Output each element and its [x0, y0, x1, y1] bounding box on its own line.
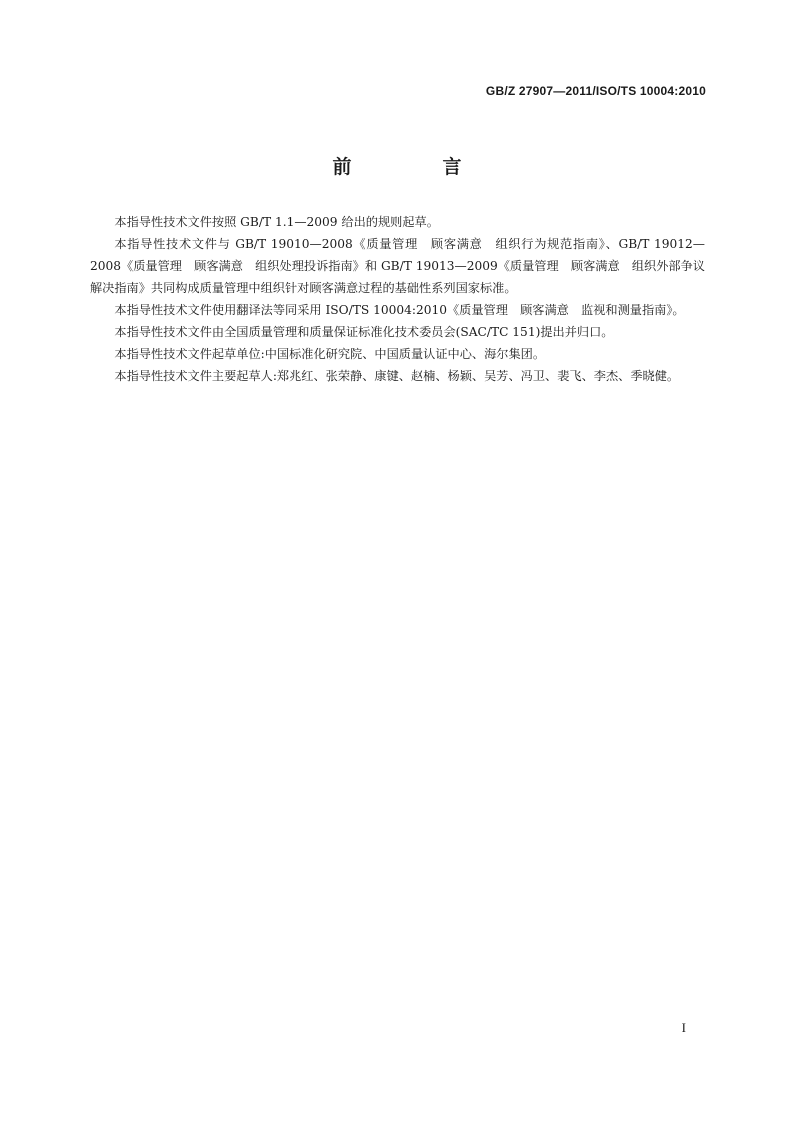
foreword-body [90, 211, 705, 387]
paragraph-drafting-rules: 本指导性技术文件按照 GB/T 1.1—2009 给出的规则起草。 [114, 215, 439, 229]
page-number: I [681, 1020, 686, 1035]
paragraph-drafters: 本指导性技术文件主要起草人:郑兆红、张荣静、康键、赵楠、杨颖、吴芳、冯卫、裴飞、李杰、季晓健。 [114, 369, 680, 383]
paragraph-committee: 本指导性技术文件由全国质量管理和质量保证标准化技术委员会(SAC/TC 151)提出并归口。 [114, 325, 614, 339]
paragraph-related-standards: 本指导性技术文件与 GB/T 19010—2008《质量管理 顾客满意 组织行为规范指南》、GB/T 19012—2008《质量管理 顾客满意 组织处理投诉指南》和 GB/T 19013—2009《质量管理 顾客满意 组织外部争议解决指南》共同构成质量管理中组织针对顾客满意过程的基础性系列国家标准。 [90, 237, 705, 295]
standard-code-header: GB/Z 27907—2011/ISO/TS 10004:2010 [485, 84, 706, 98]
paragraph-drafting-units: 本指导性技术文件起草单位:中国标准化研究院、中国质量认证中心、海尔集团。 [114, 347, 546, 361]
page-title: 前 言 [332, 156, 498, 178]
paragraph-adoption: 本指导性技术文件使用翻译法等同采用 ISO/TS 10004:2010《质量管理 顾客满意 监视和测量指南》。 [114, 303, 685, 317]
